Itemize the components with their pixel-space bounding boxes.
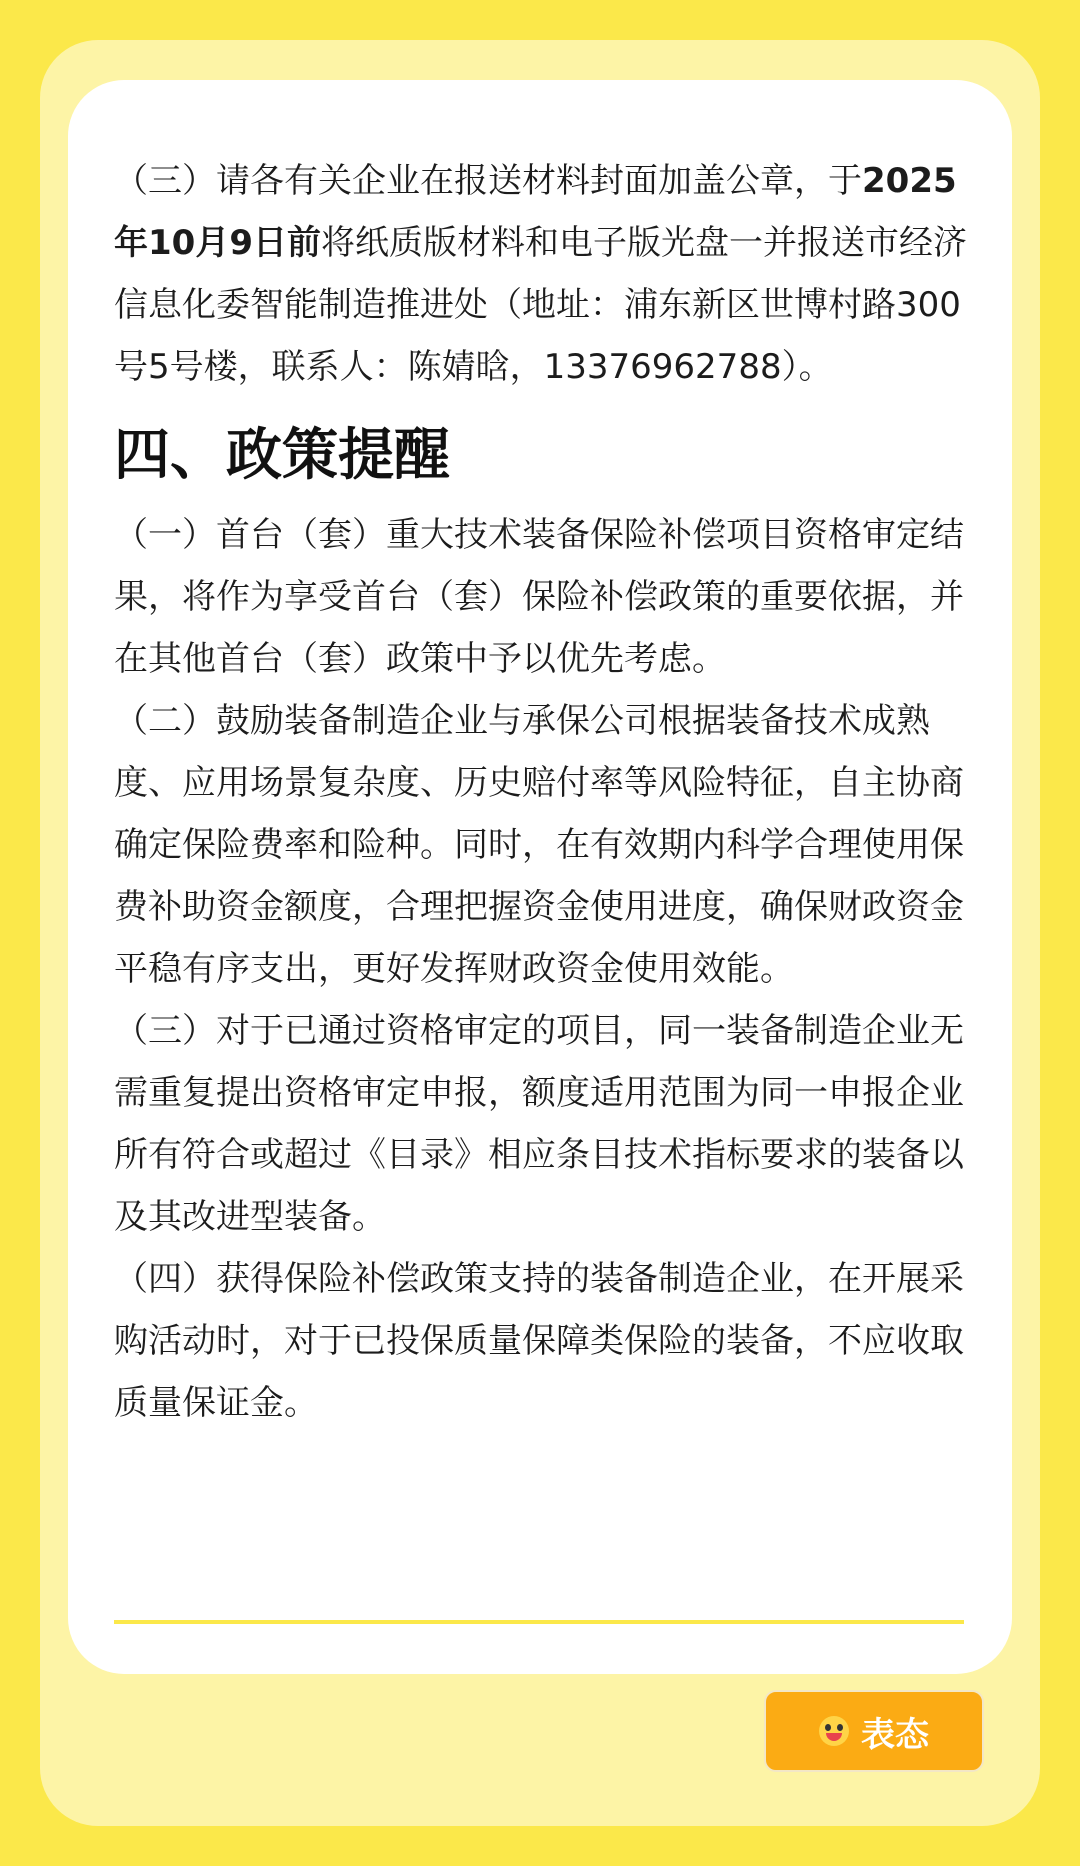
section-heading: 四、政策提醒 <box>114 423 450 488</box>
submission-deadline: 2025年10月9日前 <box>114 161 957 263</box>
react-button[interactable] <box>764 1690 984 1772</box>
submission-rest: 将纸质版材料和电子版光盘一并报送市经济信息化委智能制造推进处（地址：浦东新区世博村路300号5号楼，联系人：陈婧晗，13376962788）。 <box>114 223 967 387</box>
policy-item-4: （四）获得保险补偿政策支持的装备制造企业，在开展采购活动时，对于已投保质量保障类保险的装备，不应收取质量保证金。 <box>114 1259 964 1423</box>
policy-item-2: （二）鼓励装备制造企业与承保公司根据装备技术成熟度、应用场景复杂度、历史赔付率等风险特征，自主协商确定保险费率和险种。同时，在有效期内科学合理使用保费补助资金额度，合理把握资金使用进度，确保财政资金平稳有序支出，更好发挥财政资金使用效能。 <box>114 701 964 989</box>
grinning-face-icon <box>819 1716 849 1746</box>
react-button-label: 表态 <box>861 1714 929 1755</box>
article-card <box>68 80 1012 1674</box>
policy-item-3: （三）对于已通过资格审定的项目，同一装备制造企业无需重复提出资格审定申报，额度适用范围为同一申报企业所有符合或超过《目录》相应条目技术指标要求的装备以及其改进型装备。 <box>114 1011 964 1237</box>
article-content <box>114 150 974 1434</box>
policy-item-1: （一）首台（套）重大技术装备保险补偿项目资格审定结果，将作为享受首台（套）保险补偿政策的重要依据，并在其他首台（套）政策中予以优先考虑。 <box>114 515 964 679</box>
submission-prefix: （三）请各有关企业在报送材料封面加盖公章，于 <box>114 161 862 201</box>
paragraph-submission <box>114 150 974 398</box>
bottom-divider <box>114 1620 964 1624</box>
